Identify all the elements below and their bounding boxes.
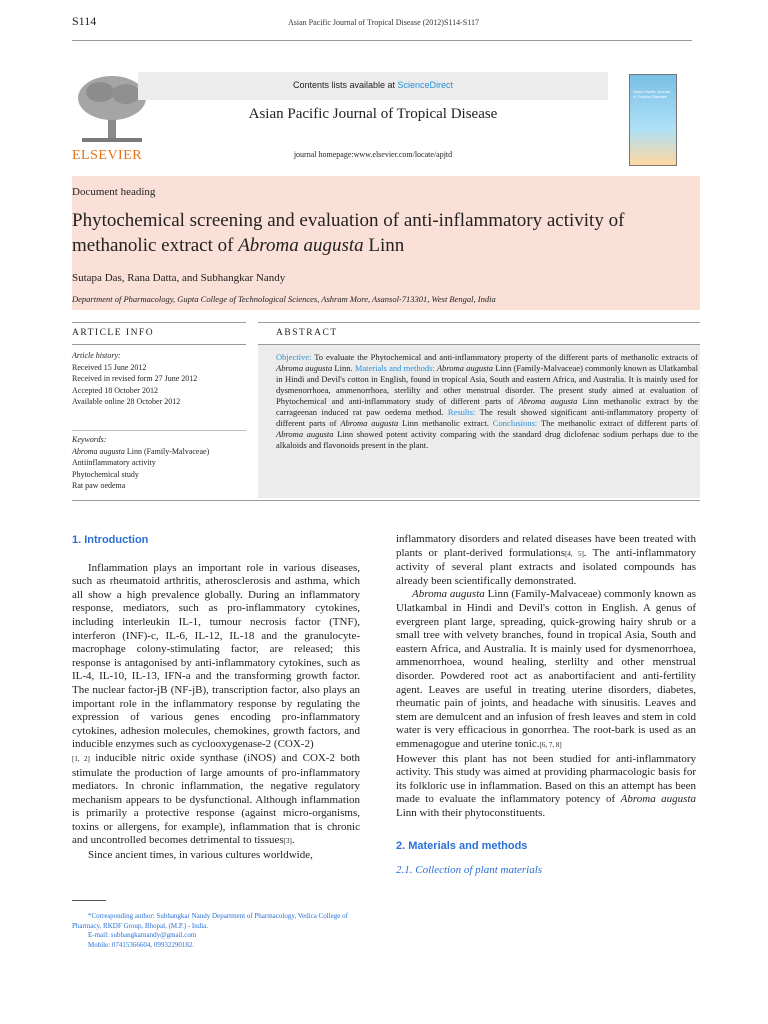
right-column (396, 533, 696, 878)
results-label: Results: (443, 407, 476, 417)
results-text: Linn methanolic extract. (398, 418, 489, 428)
affiliation: Department of Pharmacology, Gupta College of Technological Sciences, Ashram More, Asansol-713301, West Bengal, India (72, 294, 496, 304)
conclusions-text: Linn showed potent activity comparing with the standard drug diclofenac sodium perhaps due to the alkaloids and flavonoids present in the plant. (276, 429, 699, 450)
intro-text: inducible nitric oxide synthase (iNOS) and COX-2 both stimulate the production of large amounts of pro-inflammatory mediators. In chronic inflammation, the negative regulatory mechanism appears to be dysfunctional. Although inflammation is primarily a protective response (against micro-organisms, toxins or allergens, for example), inflammation that is chronic and uncontrolled becomes detrimental to tissues (72, 751, 360, 847)
footnote (72, 912, 362, 950)
author-mobile: Mobile: 07415366604, 09932290182. (88, 940, 195, 949)
title-line-1: Phytochemical screening and evaluation of anti-inflammatory activity of (72, 210, 625, 231)
conclusions-label: Conclusions: (488, 418, 538, 428)
article-info-top-rule (72, 322, 246, 323)
article-history (72, 350, 250, 408)
citation[interactable]: [6, 7, 8] (539, 740, 562, 749)
corresponding-author: *Corresponding author: Subhangkar Nandy Department of Pharmacology, Vedica College of Pharmacy, RKDF Group, Bhopal, (M.P.) - India. (72, 912, 348, 930)
abstract-bottom-rule (72, 500, 700, 501)
keyword-item: Rat paw oedema (72, 481, 126, 490)
results-text: The result showed significant anti-inflammatory property of different parts of (276, 407, 698, 428)
journal-cover-image (629, 74, 677, 166)
species-name: Abroma augusta (620, 793, 697, 806)
left-column (72, 534, 360, 863)
species-name: Abroma augusta (518, 396, 578, 406)
paragraph-continued (396, 533, 696, 588)
history-received: Received 15 June 2012 (72, 362, 147, 372)
keyword-family: Linn (Family-Malvaceae) (124, 446, 210, 456)
keyword-species: Abroma augusta (72, 446, 125, 456)
keywords (72, 434, 250, 492)
body-text: . The anti-inflammatory activity of several plant extracts and isolated compounds has already been scientifically demonstrated. (396, 546, 696, 587)
authors: Sutapa Das, Rana Datta, and Subhangkar Nandy (72, 272, 286, 284)
methods-text: Linn methanolic extract by the carrageenan induced rat paw oedema method. (276, 396, 699, 417)
body-text: inflammatory disorders and related diseases have been treated with plants or plant-derived formulations (396, 533, 696, 559)
publisher-name: ELSEVIER (72, 148, 143, 163)
abstract-heading: ABSTRACT (276, 328, 338, 338)
keyword-item: Phytochemical study (72, 469, 139, 479)
abstract-top-rule (258, 322, 700, 323)
body-text: However this plant has not been studied for anti-inflammatory activity. This study was aimed at providing pharmacologic basis for its folkloric use in inflammation. Based on this an attempt has been made to evaluate the inflammatory potency of (396, 752, 696, 806)
history-label: Article history: (72, 351, 121, 360)
methods-label: Materials and methods: (352, 363, 435, 373)
history-revised: Received in revised form 27 June 2012 (72, 374, 198, 383)
keyword-item: Antiinflammatory activity (72, 458, 156, 467)
intro-paragraph-2: Since ancient times, in various cultures worldwide, (88, 849, 313, 862)
header-rule (72, 40, 692, 41)
citation[interactable]: [4, 5] (565, 549, 584, 558)
body-text: Linn (Family-Malvaceae) commonly known as Ulatkambal in Hindi and Devil's cotton in English. A genus of evergreen plant large, spreading, quick-growing hairy shrub or a small tree with velvety branches, found in tropical Asia, South and eastern Africa, and Australia. It is mainly used for dysmenorrhoea, ammenorrhoea, wound healing, sterlilty and other menstrual disorder. Powdered root act as anabortifacient and anti-fertility agent. Leaves are useful in treating uterine disorders, diabetes, rheumatic pain of joints, and headache with sinusitis. Leaves and stem are demulcent and an infusion of fresh leaves and stem in cold water is very efficacious in gonorrhea. The root-bark is used as an emmenagogue and uterine tonic. (396, 588, 696, 750)
running-head: Asian Pacific Journal of Tropical Disease (2012)S114-S117 (288, 18, 479, 27)
citation[interactable]: [3] (283, 837, 292, 846)
article-info-rule (72, 344, 246, 345)
citation[interactable]: [1, 2] (72, 754, 90, 763)
abstract-rule (258, 344, 700, 345)
section-heading-introduction: 1. Introduction (72, 534, 149, 546)
plant-description-paragraph (396, 588, 696, 752)
journal-title: Asian Pacific Journal of Tropical Disease (248, 106, 498, 122)
species-name: Abroma augusta (276, 363, 333, 373)
document-heading: Document heading (72, 186, 156, 198)
title-line-2-pre: methanolic extract of (72, 235, 239, 256)
cover-title: Asian Pacific Journal of Tropical Disease (633, 89, 671, 99)
intro-text: . (291, 834, 295, 847)
contents-prefix: Contents lists available at (292, 80, 398, 90)
species-name: Abroma augusta (434, 363, 494, 373)
methods-text: Linn (Family-Malvaceae) commonly known as Ulatkambal in Hindi and Devil's cotton in English, found in tropical Asia, South and eastern Africa, and Australia. It is mainly used for dysmenorrhoea, ammenorrhoea, sterlilty and other menstrual disorder. The present study aimed at evaluation of Phytochemical and anti-inflammatory study of different parts of (276, 363, 698, 406)
page-number: S114 (72, 14, 97, 28)
aim-paragraph (396, 753, 696, 821)
journal-homepage[interactable]: journal homepage:www.elsevier.com/locate/apjtd (293, 150, 453, 159)
title-line-2-post: Linn (363, 235, 405, 256)
intro-text: Inflammation plays an important role in various diseases, such as rheumatoid arthritis, atherosclerosis and asthma, which all show a high prevalence globally. During an inflammatory response, mediators, such as pro-inflammatory cytokines, including interleukin IL-1, tumour necrosis factor (TNF), interferon (INF)-c, IL-6, IL-12, IL-18 and the granulocyte-macrophage colony-stimulating factor, are released; this response is antagonised by anti-inflammatory cytokines, such as IL-4, IL-10, IL-13, IFN-a and the transforming growth factor. The nuclear factor-jB (NF-jB), transcription factor, also plays an important role in the inflammatory response by regulating the expression of various genes encoding pro-inflammatory cytokines, adhesion molecules, chemokines, growth factors, and inducible enzymes such as cyclooxygenase-2 (COX-2) (72, 561, 360, 751)
article-title (72, 208, 697, 258)
keywords-label: Keywords: (72, 435, 107, 444)
objective-end: Linn. (332, 363, 353, 373)
species-name: Abroma augusta (276, 429, 334, 439)
sciencedirect-link[interactable]: ScienceDirect (397, 80, 454, 90)
history-online: Available online 28 October 2012 (72, 397, 181, 406)
history-accepted: Accepted 18 October 2012 (72, 385, 158, 395)
keywords-rule (72, 430, 246, 431)
intro-paragraph-1 (72, 562, 360, 849)
species-name: Abroma augusta (340, 418, 399, 428)
conclusions-text: The methanolic extract of different parts of (537, 418, 698, 428)
author-email[interactable]: E-mail: subhangkarnandy@gmail.com (88, 931, 197, 939)
contents-line (138, 80, 608, 90)
title-species: Abroma augusta (238, 235, 364, 256)
species-name: Abroma augusta (412, 588, 485, 601)
objective-label: Objective: (276, 352, 312, 362)
body-text: Linn with their phytoconstituents. (396, 806, 546, 819)
section-heading-materials-methods: 2. Materials and methods (396, 840, 528, 853)
footnote-rule (72, 900, 106, 901)
objective-text: To evaluate the Phytochemical and anti-inflammatory property of the different parts of methanolic extracts of (311, 352, 698, 362)
subsection-heading-collection: 2.1. Collection of plant materials (396, 864, 543, 877)
article-info-heading: ARTICLE INFO (72, 328, 155, 338)
abstract-text (276, 352, 698, 451)
